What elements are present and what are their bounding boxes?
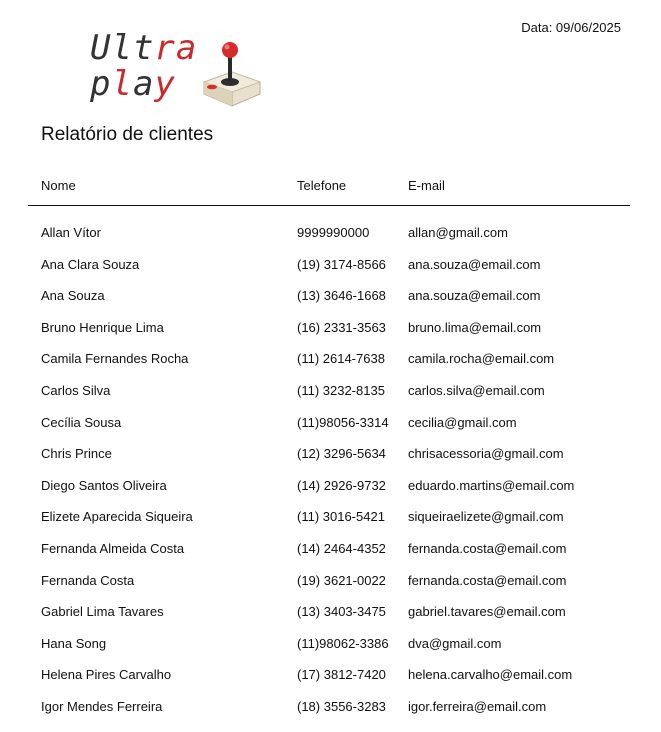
table-body bbox=[28, 221, 630, 727]
cell-phone: (19) 3621-0022 bbox=[297, 572, 386, 588]
table-row bbox=[28, 221, 630, 253]
table-row bbox=[28, 632, 630, 664]
table-header bbox=[28, 170, 630, 206]
cell-phone: (13) 3403-3475 bbox=[297, 604, 386, 620]
cell-email: dva@gmail.com bbox=[408, 635, 502, 651]
cell-name: Camila Fernandes Rocha bbox=[41, 351, 189, 367]
cell-phone: (11) 3016-5421 bbox=[297, 509, 385, 525]
cell-name: Igor Mendes Ferreira bbox=[41, 698, 163, 714]
logo-text-a: a bbox=[132, 64, 155, 104]
cell-name: Cecília Sousa bbox=[41, 414, 122, 430]
cell-phone: (14) 2464-4352 bbox=[297, 540, 386, 556]
report-date: Data: 09/06/2025 bbox=[521, 20, 621, 35]
cell-email: gabriel.tavares@email.com bbox=[408, 604, 566, 620]
cell-email: allan@gmail.com bbox=[408, 225, 508, 240]
joystick-icon bbox=[194, 36, 266, 108]
table-row bbox=[28, 695, 630, 727]
logo-text-y: y bbox=[154, 64, 176, 104]
cell-phone: (11)98056-3314 bbox=[297, 414, 389, 430]
cell-email: cecilia@gmail.com bbox=[408, 414, 517, 430]
cell-email: ana.souza@email.com bbox=[408, 288, 541, 304]
table-row bbox=[28, 379, 630, 411]
cell-email: ana.souza@email.com bbox=[408, 256, 541, 272]
cell-name: Diego Santos Oliveira bbox=[41, 477, 167, 493]
cell-name: Carlos Silva bbox=[41, 382, 111, 398]
cell-email: camila.rocha@email.com bbox=[408, 351, 555, 367]
cell-name: Chris Prince bbox=[41, 446, 112, 462]
table-row bbox=[28, 569, 630, 601]
cell-phone: (13) 3646-1668 bbox=[297, 288, 386, 304]
table-row bbox=[28, 505, 630, 537]
table-row bbox=[28, 253, 630, 285]
cell-name: Fernanda Costa bbox=[41, 572, 135, 588]
cell-phone: (18) 3556-3283 bbox=[297, 698, 386, 714]
cell-phone: (11) 2614-7638 bbox=[297, 351, 385, 367]
table-row bbox=[28, 474, 630, 506]
cell-email: fernanda.costa@email.com bbox=[408, 572, 567, 588]
cell-phone: (11)98062-3386 bbox=[297, 635, 389, 651]
cell-email: fernanda.costa@email.com bbox=[408, 540, 567, 556]
cell-name: Fernanda Almeida Costa bbox=[41, 540, 185, 556]
column-header-name: Nome bbox=[41, 178, 76, 193]
ultraplay-logo bbox=[90, 30, 270, 110]
cell-email: eduardo.martins@email.com bbox=[408, 477, 575, 493]
logo-line-ultra bbox=[90, 30, 197, 66]
cell-phone: (14) 2926-9732 bbox=[297, 477, 386, 493]
table-row bbox=[28, 537, 630, 569]
cell-phone: (11) 3232-8135 bbox=[297, 382, 385, 398]
cell-phone: (17) 3812-7420 bbox=[297, 667, 386, 683]
logo-text-l: l bbox=[111, 64, 133, 104]
clients-table bbox=[28, 170, 630, 727]
report-title: Relatório de clientes bbox=[41, 124, 214, 145]
cell-name: Ana Souza bbox=[41, 288, 105, 304]
cell-email: carlos.silva@email.com bbox=[408, 382, 545, 398]
cell-phone: (19) 3174-8566 bbox=[297, 256, 386, 272]
cell-name: Bruno Henrique Lima bbox=[41, 319, 164, 335]
table-row bbox=[28, 316, 630, 348]
column-header-phone: Telefone bbox=[297, 178, 347, 193]
cell-name: Helena Pires Carvalho bbox=[41, 667, 172, 683]
cell-email: chrisacessoria@gmail.com bbox=[408, 446, 564, 462]
logo-line-play bbox=[90, 66, 176, 102]
logo-text-ra: ra bbox=[154, 28, 198, 68]
cell-email: siqueiraelizete@gmail.com bbox=[408, 509, 564, 525]
cell-name: Allan Vítor bbox=[41, 225, 101, 240]
cell-phone: (16) 2331-3563 bbox=[297, 319, 386, 335]
logo-text-ult: Ult bbox=[90, 28, 155, 68]
cell-name: Elizete Aparecida Siqueira bbox=[41, 509, 193, 525]
table-row bbox=[28, 442, 630, 474]
cell-name: Hana Song bbox=[41, 635, 107, 651]
table-row bbox=[28, 600, 630, 632]
cell-email: igor.ferreira@email.com bbox=[408, 698, 547, 714]
cell-phone: 9999990000 bbox=[297, 225, 370, 240]
cell-email: bruno.lima@email.com bbox=[408, 319, 542, 335]
table-row bbox=[28, 411, 630, 443]
cell-email: helena.carvalho@email.com bbox=[408, 667, 573, 683]
cell-name: Ana Clara Souza bbox=[41, 256, 140, 272]
column-header-email: E-mail bbox=[408, 178, 445, 193]
logo-text-p: p bbox=[90, 64, 112, 104]
cell-phone: (12) 3296-5634 bbox=[297, 446, 386, 462]
table-row bbox=[28, 663, 630, 695]
table-row bbox=[28, 347, 630, 379]
cell-name: Gabriel Lima Tavares bbox=[41, 604, 164, 620]
table-row bbox=[28, 284, 630, 316]
